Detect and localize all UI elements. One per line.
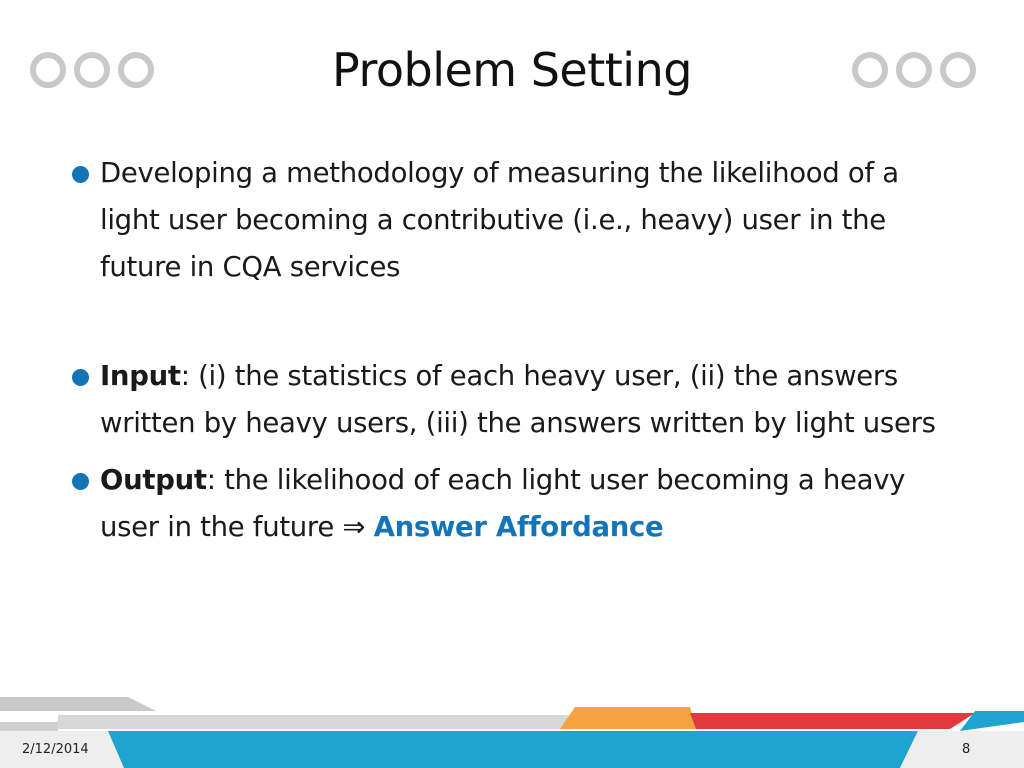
bullet-list: [72, 150, 952, 551]
bullet-item-output: [72, 457, 952, 551]
slide-title: Problem Setting: [332, 43, 692, 97]
bullet-label-output: Output: [100, 464, 207, 496]
decorative-circles-right: [852, 52, 976, 88]
bullet-item-input: [72, 353, 952, 447]
bullet-label-input: Input: [100, 360, 181, 392]
footer-date: 2/12/2014: [22, 742, 89, 757]
band-red: [690, 713, 975, 729]
highlight-answer-affordance: Answer Affordance: [373, 511, 664, 543]
bullet-text: : the likelihood of each light user becoming a heavy user in the future: [100, 464, 906, 543]
page-number: 8: [962, 742, 971, 757]
footer-bands: [0, 680, 1024, 768]
circle-ring-icon: [896, 52, 932, 88]
band-orange: [560, 707, 696, 729]
circle-ring-icon: [852, 52, 888, 88]
bullet-item-methodology: [72, 150, 952, 291]
bullet-text: : (i) the statistics of each heavy user, (ii) the answers written by heavy users, (iii) the answers written by light users: [100, 360, 936, 439]
circle-ring-icon: [940, 52, 976, 88]
implies-arrow-icon: ⇒: [342, 511, 366, 543]
band-gray-left: [0, 697, 156, 711]
band-blue-main: [0, 731, 918, 768]
bullet-text: Developing a methodology of measuring the likelihood of a light user becoming a contributive (i.e., heavy) user in the future in CQA services: [100, 157, 899, 283]
band-gray-middle: [58, 715, 572, 729]
